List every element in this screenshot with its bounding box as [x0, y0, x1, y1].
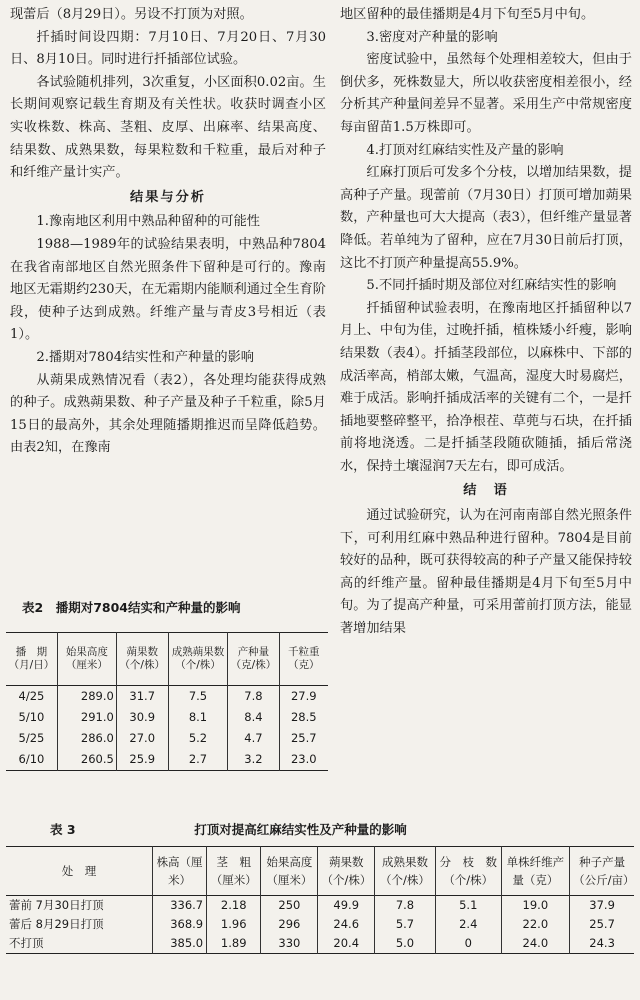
right-column	[340, 4, 632, 641]
table-cell: 20.4	[318, 934, 375, 954]
table-row	[6, 686, 328, 708]
table-header: 种子产量（公斤/亩）	[570, 847, 634, 896]
table-cell: 4.7	[228, 728, 279, 749]
table-cell: 385.0	[153, 934, 207, 954]
paragraph: 密度试验中，虽然每个处理相差较大，但由于倒伏多，死株数显大，所以收获密度相差很小，经分析其产种量间差异不显著。采用生产中常规密度每亩留苗1.5万株即可。	[340, 52, 632, 135]
table-header: 处 理	[61, 864, 97, 878]
table-header: 单株纤维产量（克）	[501, 847, 570, 896]
paragraph: 1988—1989年的试验结果表明，中熟品种7804在我省南部地区自然光照条件下留种是可行的。豫南地区无霜期约230天，在无霜期内能顺利通过全生育阶段，使种子达到成熟。纤维产量与青皮3号相近（表1）。	[10, 236, 326, 343]
table-cell: 不打顶	[9, 936, 44, 950]
table-header: 蒴果数（个/株）	[318, 847, 375, 896]
paragraph: 各试验随机排列，3次重复，小区面积0.02亩。生长期间观察记载生育期及有关性状。收获时调查小区实收株数、株高、茎粗、皮厚、出麻率、结果高度、结果数、成熟果数，每果粒数和千粒重，最后对种子和纤维产量计实产。	[10, 74, 326, 181]
table-cell: 37.9	[570, 896, 634, 916]
table-row	[6, 896, 634, 916]
table-cell: 31.7	[116, 686, 168, 708]
table-cell: 330	[261, 934, 318, 954]
table-cell: 24.6	[318, 915, 375, 934]
table-header: 蒴果数（个/株）	[116, 633, 168, 686]
table-cell: 7.8	[228, 686, 279, 708]
table3-caption-number: 表 3	[50, 822, 76, 837]
subsection-heading: 4.打顶对红麻结实性及产量的影响	[366, 142, 564, 158]
table-cell: 250	[261, 896, 318, 916]
table-header-row	[6, 633, 328, 686]
table-cell: 8.1	[168, 707, 228, 728]
paragraph: 现蕾后（8月29日）。另设不打顶为对照。	[10, 7, 253, 22]
table-cell: 49.9	[318, 896, 375, 916]
subsection-heading: 1.豫南地区利用中熟品种留种的可能性	[36, 214, 260, 230]
table-cell: 27.0	[116, 728, 168, 749]
table-cell: 7.5	[168, 686, 228, 708]
table-header-row	[6, 847, 634, 896]
table-cell: 1.96	[207, 915, 261, 934]
table-cell: 23.0	[279, 749, 328, 771]
table-cell: 5/25	[18, 731, 45, 745]
paragraph: 扦插时间设四期：7月10日、7月20日、7月30日、8月10日。同时进行扦插部位试验。	[10, 29, 326, 68]
table-header: 始果高度（厘米）	[57, 633, 116, 686]
table-cell: 2.18	[207, 896, 261, 916]
table3-caption	[50, 820, 407, 838]
paragraph: 扦插留种试验表明，在豫南地区扦插留种以7月上、中旬为佳，过晚扦插，植株矮小纤瘦，影响结果数（表4）。扦插茎段部位，以麻株中、下部的成活率高，梢部太嫩，气温高，湿度大时易腐烂，难于成活。影响扦插成活率的关键有二个，一是扦插地要整碎整平，拾净根茬、草蔸与石块，在扦插前将地浇透。二是扦插茎段随砍随插，插后常浇水，保持土壤湿润7天左右，即可成活。	[340, 300, 632, 474]
section-heading-results: 结果与分析	[130, 189, 206, 205]
table-cell: 291.0	[57, 707, 116, 728]
left-column	[10, 4, 326, 460]
table-cell: 4/25	[18, 689, 45, 703]
table-header: 千粒重（克）	[279, 633, 328, 686]
table-cell: 289.0	[57, 686, 116, 708]
paragraph: 通过试验研究，认为在河南南部自然光照条件下，可利用红麻中熟品种进行留种。7804是目前较好的品种，既可获得较高的种子产量又能保持较高的纤维产量。留种最佳播期是4月下旬至5月中旬。为了提高产种量，可采用蕾前打顶方法，能显著增加结果	[340, 508, 632, 637]
table-cell: 336.7	[153, 896, 207, 916]
table-cell: 25.9	[116, 749, 168, 771]
paragraph: 红麻打顶后可发多个分枝，以增加结果数，提高种子产量。现蕾前（7月30日）打顶可增加蒴果数，产种量也可大大提高（表3），但纤维产量显著降低。若单纯为了留种，应在7月30日前后打顶，这比不打顶产种量提高55.9%。	[340, 165, 632, 271]
table-cell: 5/10	[18, 710, 45, 724]
table-cell: 19.0	[501, 896, 570, 916]
subsection-heading: 2.播期对7804结实性和产种量的影响	[36, 349, 254, 365]
table-cell: 22.0	[501, 915, 570, 934]
table-cell: 1.89	[207, 934, 261, 954]
table-cell: 28.5	[279, 707, 328, 728]
table-cell: 286.0	[57, 728, 116, 749]
table-header: 成熟蒴果数（个/株）	[168, 633, 228, 686]
table-cell: 8.4	[228, 707, 279, 728]
table-row	[6, 707, 328, 728]
table-header: 株高（厘米）	[153, 847, 207, 896]
table-header: 茎 粗（厘米）	[207, 847, 261, 896]
paragraph: 地区留种的最佳播期是4月下旬至5月中旬。	[340, 7, 595, 22]
table-cell: 5.2	[168, 728, 228, 749]
subsection-heading: 3.密度对产种量的影响	[366, 29, 498, 45]
table-header: 播 期（月/日）	[8, 646, 55, 671]
table-cell: 30.9	[116, 707, 168, 728]
table-cell: 24.0	[501, 934, 570, 954]
table-header: 始果高度（厘米）	[261, 847, 318, 896]
table-header: 产种量（克/株）	[228, 633, 279, 686]
table-cell: 260.5	[57, 749, 116, 771]
table-cell: 27.9	[279, 686, 328, 708]
table-cell: 7.8	[374, 896, 435, 916]
table-cell: 5.0	[374, 934, 435, 954]
table-row	[6, 749, 328, 771]
section-heading-conclusion: 结 语	[463, 483, 509, 499]
table-cell: 5.1	[435, 896, 501, 916]
table-cell: 24.3	[570, 934, 634, 954]
table-cell: 3.2	[228, 749, 279, 771]
table-header: 成熟果数（个/株）	[374, 847, 435, 896]
table3	[6, 846, 634, 954]
subsection-heading: 5.不同扦插时期及部位对红麻结实性的影响	[366, 278, 617, 294]
table-cell: 25.7	[279, 728, 328, 749]
table-header: 分 枝 数（个/株）	[435, 847, 501, 896]
table-cell: 蕾后 8月29日打顶	[9, 917, 104, 931]
table-cell: 25.7	[570, 915, 634, 934]
table-row	[6, 728, 328, 749]
table3-caption-title: 打顶对提高红麻结实性及产种量的影响	[194, 822, 407, 837]
table2-caption: 表2 播期对7804结实和产种量的影响	[22, 600, 241, 615]
table-cell: 2.4	[435, 915, 501, 934]
table-cell: 蕾前 7月30日打顶	[9, 898, 104, 912]
table-cell: 2.7	[168, 749, 228, 771]
table-cell: 5.7	[374, 915, 435, 934]
table-cell: 368.9	[153, 915, 207, 934]
paragraph: 从蒴果成熟情况看（表2），各处理均能获得成熟的种子。成熟蒴果数、种子产量及种子千粒重，除5月15日的最高外，其余处理随播期推迟而呈降低趋势。由表2知，在豫南	[10, 372, 326, 456]
table2	[6, 632, 328, 771]
table-cell: 6/10	[18, 752, 45, 766]
table-row	[6, 934, 634, 954]
table-cell: 296	[261, 915, 318, 934]
table-cell: 0	[435, 934, 501, 954]
table-row	[6, 915, 634, 934]
